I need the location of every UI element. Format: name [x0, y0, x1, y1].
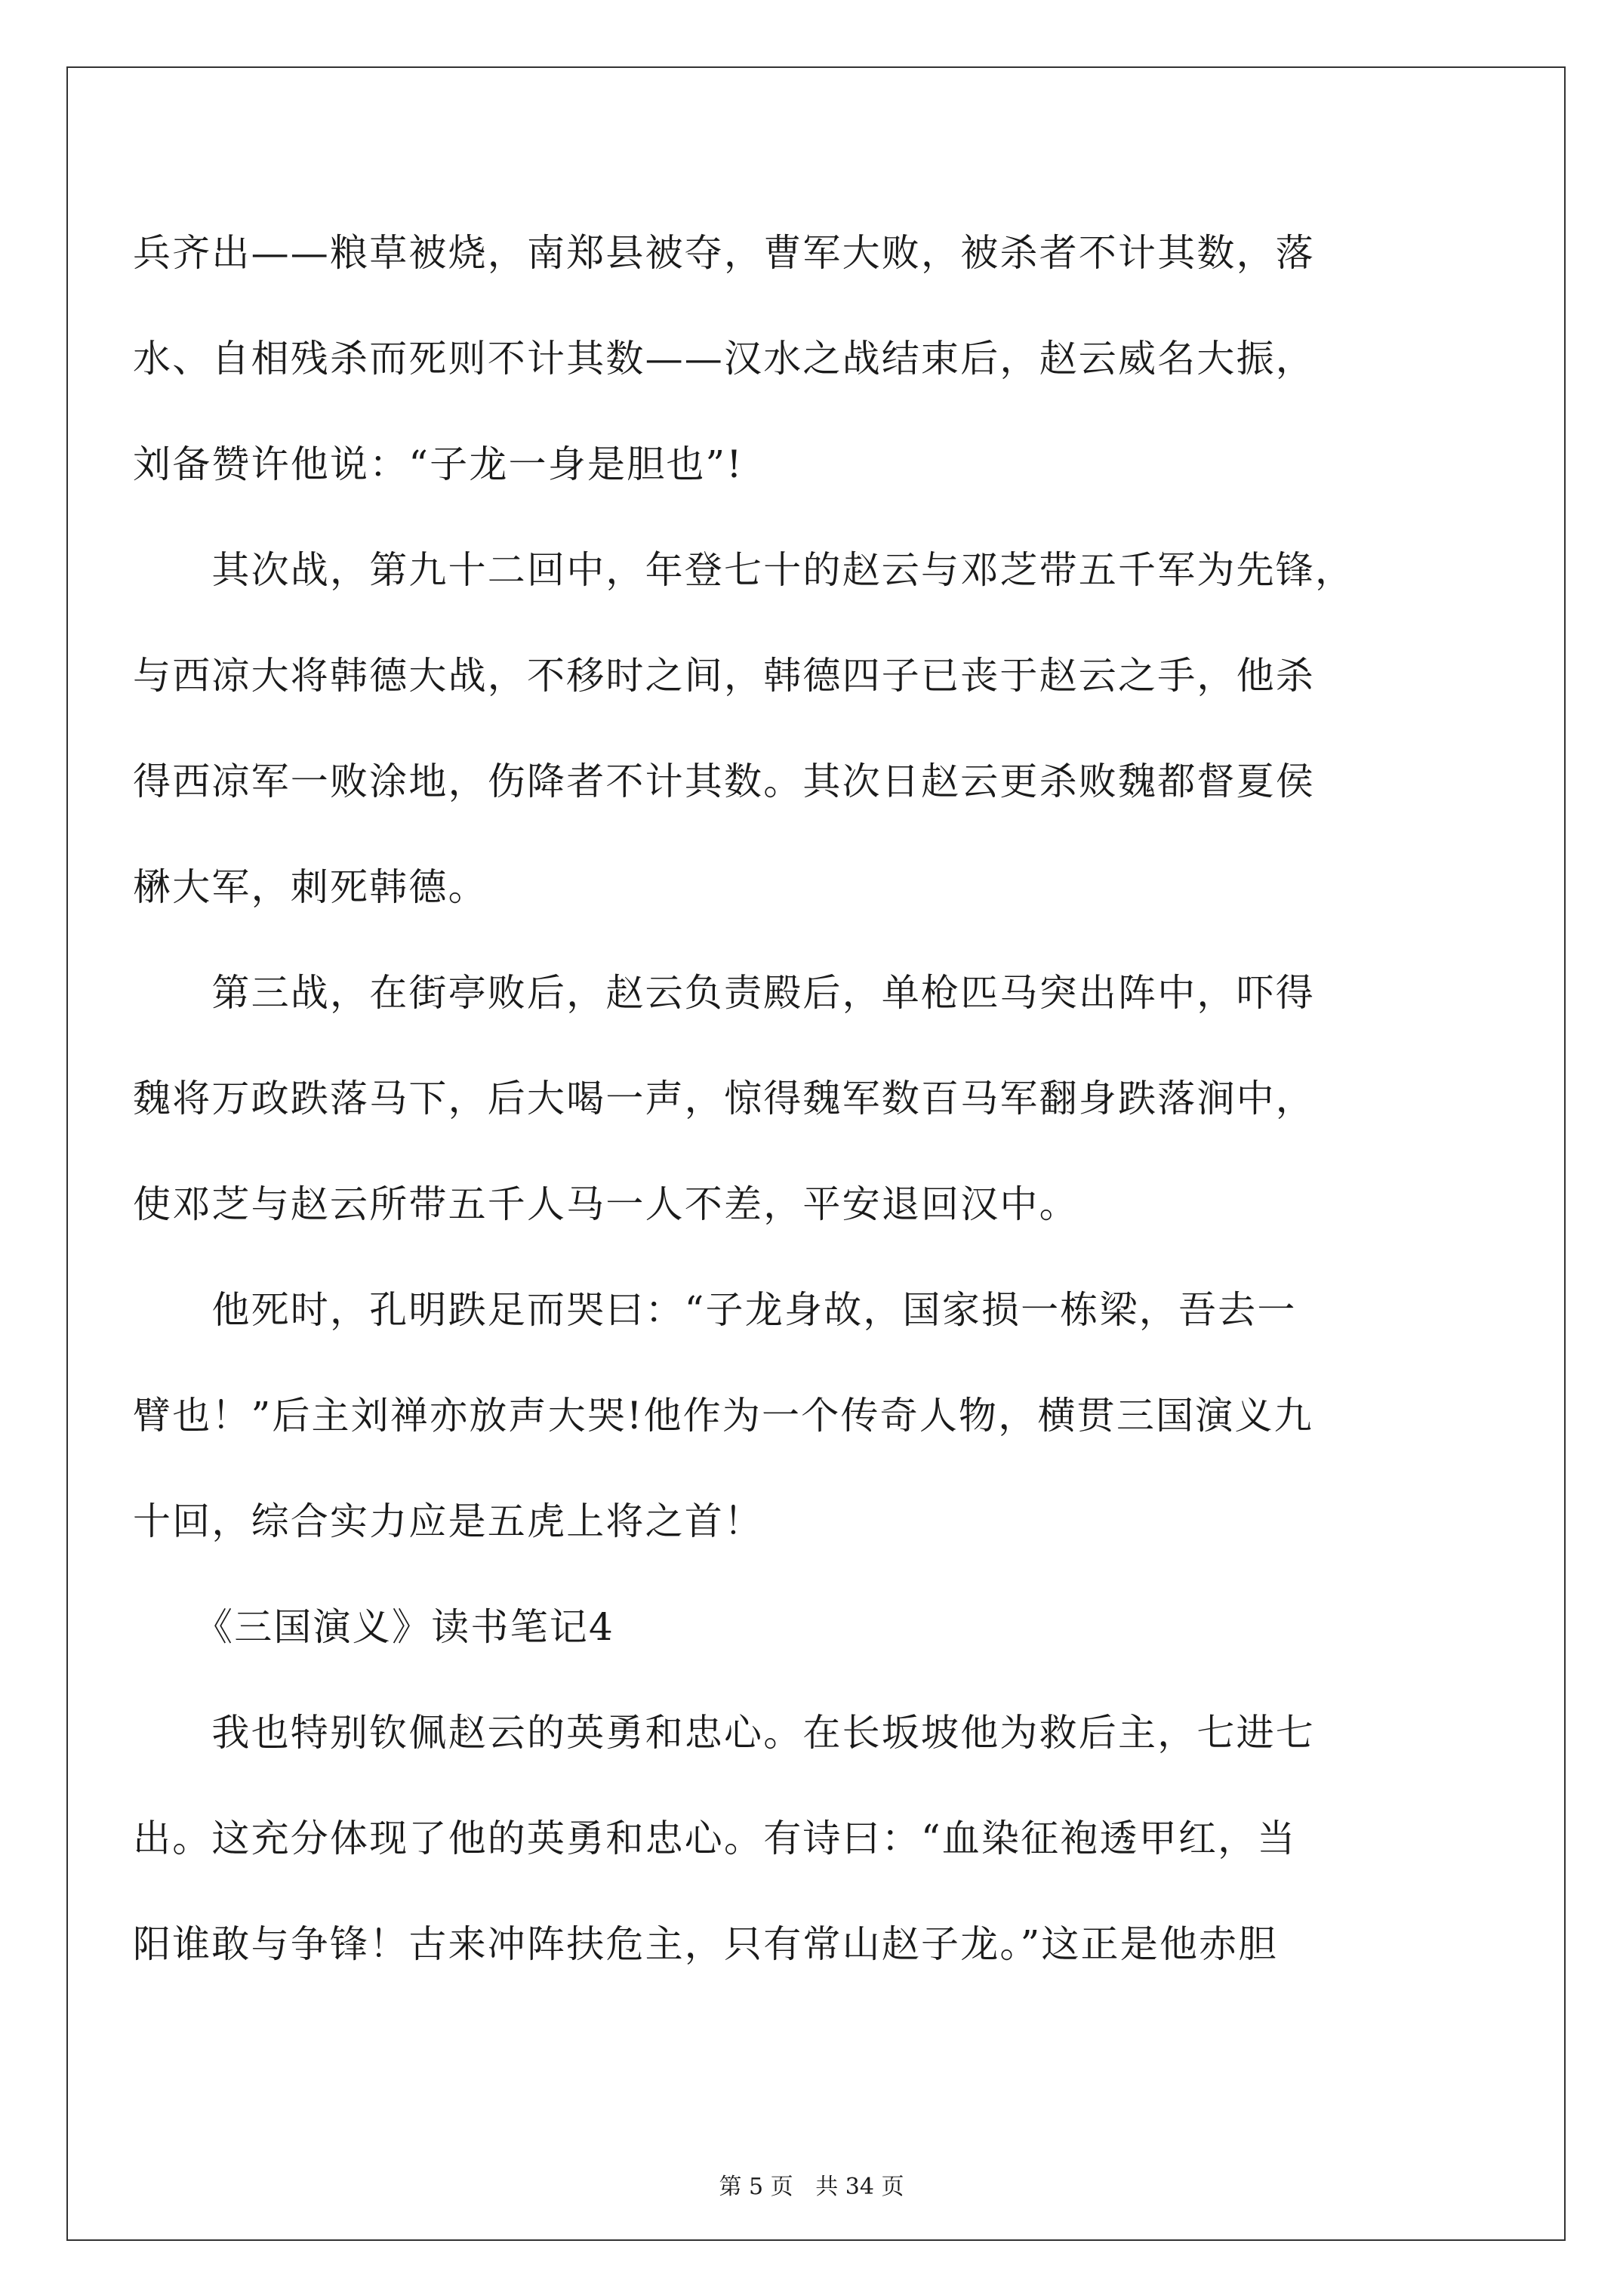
- text-line: 楙大军，刺死韩德。: [133, 865, 488, 909]
- text-line: 水、自相残杀而死则不计其数——汉水之战结束后，赵云威名大振，: [133, 337, 1315, 381]
- text-line: 得西凉军一败涂地，伤降者不计其数。其次日赵云更杀败魏都督夏侯: [133, 760, 1315, 803]
- text-line: 他死时，孔明跌足而哭曰：“子龙身故，国家损一栋梁，吾去一: [133, 1288, 1297, 1332]
- text-line: 其次战，第九十二回中，年登七十的赵云与邓芝带五千军为先锋，: [133, 548, 1355, 592]
- text-line: 兵齐出——粮草被烧，南郑县被夺，曹军大败，被杀者不计其数，落: [133, 231, 1315, 275]
- text-line: 臂也！”后主刘禅亦放声大哭!他作为一个传奇人物，横贯三国演义九: [133, 1394, 1313, 1438]
- text-line: 与西凉大将韩德大战，不移时之间，韩德四子已丧于赵云之手，他杀: [133, 654, 1315, 698]
- page-frame: [66, 66, 1566, 2241]
- text-line: 魏将万政跌落马下，后大喝一声，惊得魏军数百马军翻身跌落涧中，: [133, 1077, 1315, 1120]
- text-line: 使邓芝与赵云所带五千人马一人不差，平安退回汉中。: [133, 1182, 1079, 1226]
- section-heading: 《三国演义》读书笔记4: [195, 1605, 615, 1649]
- text-line: 十回，综合实力应是五虎上将之首！: [133, 1499, 764, 1543]
- text-line: 出。这充分体现了他的英勇和忠心。有诗曰：“血染征袍透甲红，当: [133, 1817, 1297, 1860]
- text-line: 我也特别钦佩赵云的英勇和忠心。在长坂坡他为救后主，七进七: [133, 1711, 1315, 1755]
- text-line: 刘备赞许他说：“子龙一身是胆也”!: [133, 442, 744, 486]
- page-footer: [0, 2174, 1623, 2200]
- page-total: 共 34 页: [815, 2174, 904, 2200]
- text-line: 第三战，在街亭败后，赵云负责殿后，单枪匹马突出阵中，吓得: [133, 971, 1315, 1015]
- page-number: 第 5 页: [719, 2174, 793, 2200]
- text-line: 阳谁敢与争锋！古来冲阵扶危主，只有常山赵子龙。”这正是他赤胆: [133, 1922, 1278, 1966]
